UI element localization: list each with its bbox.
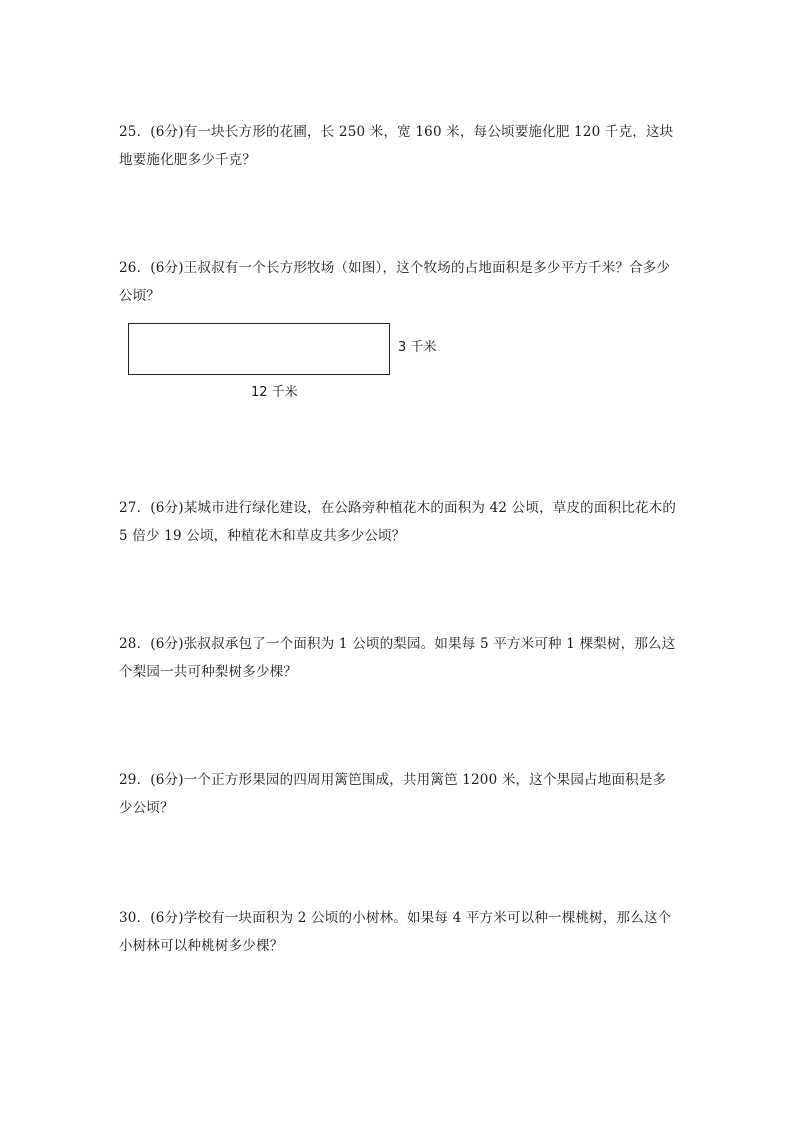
question-30 — [119, 904, 679, 960]
question-text: 张叔叔承包了一个面积为 1 公顷的梨园。如果每 5 平方米可种 1 棵梨树，那么这个梨园一共可种梨树多少棵？ — [119, 636, 676, 680]
question-number: 29． — [119, 772, 151, 788]
question-text: 一个正方形果园的四周用篱笆围成，共用篱笆 1200 米，这个果园占地面积是多少公顷？ — [119, 772, 667, 816]
question-text: 某城市进行绿化建设，在公路旁种植花木的面积为 42 公顷，草皮的面积比花木的 5 倍少 19 公顷，种植花木和草皮共多少公顷？ — [119, 500, 677, 544]
question-number: 28． — [119, 636, 151, 652]
question-score: (6分) — [150, 124, 184, 140]
question-29 — [119, 766, 679, 822]
question-score: (6分) — [150, 772, 184, 788]
question-text: 王叔叔有一个长方形牧场（如图），这个牧场的占地面积是多少平方千米？合多少公顷？ — [119, 260, 671, 304]
question-number: 25． — [119, 124, 151, 140]
question-28 — [119, 630, 679, 686]
question-score: (6分) — [150, 910, 184, 926]
question-score: (6分) — [150, 636, 184, 652]
question-number: 30． — [119, 910, 151, 926]
question-text: 有一块长方形的花圃，长 250 米，宽 160 米，每公顷要施化肥 120 千克，这块地要施化肥多少千克？ — [119, 124, 674, 168]
diagram-length-label: 12 千米 — [251, 385, 298, 400]
question-27 — [119, 494, 679, 550]
question-text: 学校有一块面积为 2 公顷的小树林。如果每 4 平方米可以种一棵桃树，那么这个小树林可以种桃树多少棵？ — [119, 910, 672, 954]
question-number: 26． — [119, 260, 151, 276]
question-score: (6分) — [150, 500, 184, 516]
diagram-width-label: 3 千米 — [398, 340, 437, 355]
question-26 — [119, 254, 679, 310]
question-number: 27． — [119, 500, 151, 516]
question-score: (6分) — [150, 260, 184, 276]
rectangle-pasture-diagram — [128, 323, 390, 375]
question-25 — [119, 118, 679, 174]
